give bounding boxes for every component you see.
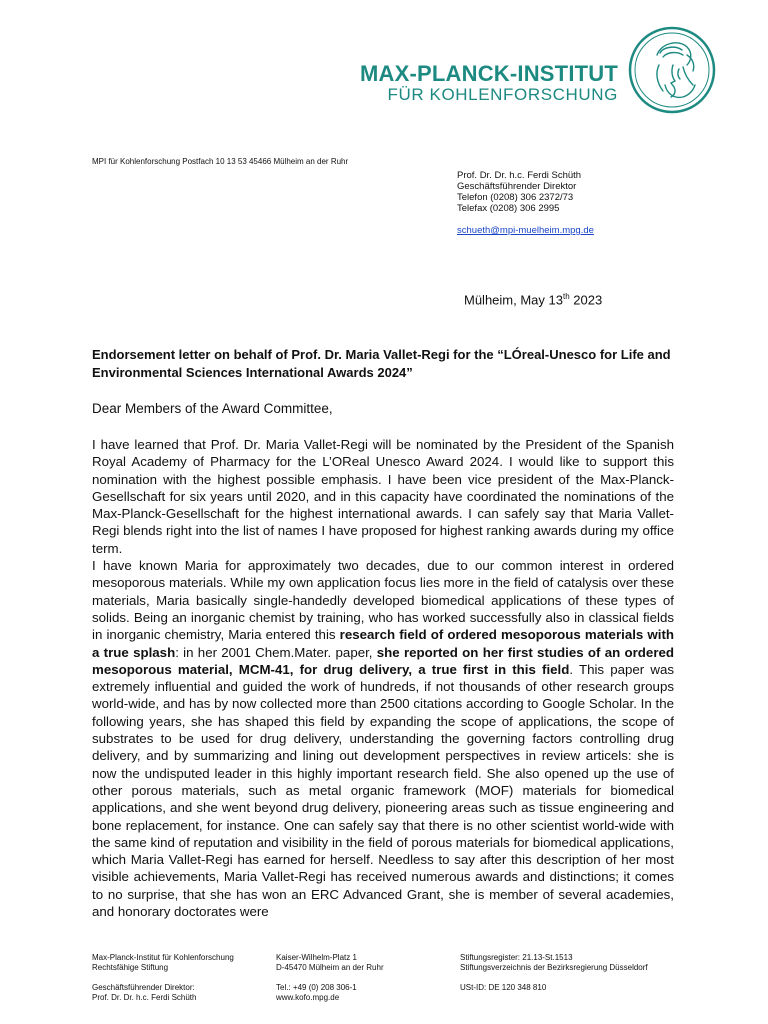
salutation: Dear Members of the Award Committee, (92, 401, 333, 416)
contact-email-link[interactable]: schueth@mpi-muelheim.mpg.de (457, 225, 594, 236)
footer-line: Stiftungsverzeichnis der Bezirksregierung Düsseldorf (460, 963, 648, 972)
institute-logo-text (356, 62, 618, 104)
footer-line: Prof. Dr. Dr. h.c. Ferdi Schüth (92, 993, 197, 1002)
sender-address-line: MPI für Kohlenforschung Postfach 10 13 53 45466 Mülheim an der Ruhr (92, 157, 349, 166)
footer-column-institute (92, 953, 234, 1003)
institute-subtitle: FÜR KOHLENFORSCHUNG (387, 85, 618, 104)
contact-fax: Telefax (0208) 306 2995 (457, 203, 560, 214)
footer-line: Rechtsfähige Stiftung (92, 963, 169, 972)
footer-line: D-45470 Mülheim an der Ruhr (276, 963, 384, 972)
body-emphasis: research field of ordered mesoporous materials with a true splash (92, 627, 675, 660)
footer-column-registry (460, 953, 648, 993)
letter-subject: Endorsement letter on behalf of Prof. Dr. Maria Vallet-Regi for the “LÓreal-Unesco for Life and Environmental Sciences International Awards 2024” (92, 347, 671, 380)
footer-line: USt-ID: DE 120 348 810 (460, 983, 547, 992)
date-ordinal-suffix: th (562, 292, 570, 301)
body-text: : in her 2001 Chem.Mater. paper, (175, 644, 377, 660)
contact-phone: Telefon (0208) 306 2372/73 (457, 192, 574, 203)
body-text: I have known Maria for approximately two decades, due to our common interest in ordered mesoporous materials. While my own application focus lies more in the field of catalysis over these materials, Maria basically single-handedly developed biomedical applications of these types of solids. Being an inorganic chemist by training, who has worked successfully also in classical fields in inorganic chemistry, Maria entered this (92, 558, 674, 643)
footer-line: Max-Planck-Institut für Kohlenforschung (92, 953, 234, 962)
contact-role: Geschäftsführender Direktor (457, 181, 577, 192)
body-emphasis: she reported on her first studies of an ordered mesoporous material, MCM-41, for drug delivery, a true first in this field (92, 644, 675, 677)
contact-block (457, 170, 594, 236)
contact-name: Prof. Dr. Dr. h.c. Ferdi Schüth (457, 170, 582, 181)
footer-line: Geschäftsführender Direktor: (92, 983, 195, 992)
footer-line: Stiftungsregister: 21.13-St.1513 (460, 953, 573, 962)
date-prefix: Mülheim, May 13 (464, 292, 563, 308)
minerva-seal-icon (627, 25, 717, 115)
date-year: 2023 (569, 292, 603, 308)
body-paragraph-1: I have learned that Prof. Dr. Maria Vallet-Regi will be nominated by the President of the Spanish Royal Academy of Pharmacy for the L’OReal Unesco Award 2024. I would like to support this nomination with the highest possible emphasis. I have been vice president of the Max-Planck-Gesellschaft for six years until 2020, and in this capacity have coordinated the nominations of the Max-Planck-Gesellschaft for the highest international awards. I can safely say that Maria Vallet-Regi blends right into the list of names I have proposed for highest ranking awards during my office term. (92, 437, 674, 556)
footer-column-address (276, 953, 384, 1003)
letter-body (92, 436, 674, 920)
body-text: . This paper was extremely influential and guided the work of hundreds, if not thousands of other research groups world-wide, and has by now collected more than 2500 citations according to Google Scholar. In the following years, she has shaped this field by expanding the scope of applications, the scope of substrates to be used for drug delivery, understanding the governing factors controlling drug delivery, and by summarizing and lining out development perspectives in review articels: she is now the undisputed leader in this highly important research field. She also opened up the use of other porous materials, such as metal organic framework (MOF) materials for biomedical applications, and she went beyond drug delivery, pioneering areas such as tissue engineering and bone replacement, for instance. One can safely say that there is no other scientist world-wide with the same kind of reputation and visibility in the field of porous materials for biomedical applications, which Maria Vallet-Regi has earned for herself. Needless to say after this description of her most visible achievements, Maria Vallet-Regi has received numerous awards and distinctions; it comes to no surprise, that she has won an ERC Advanced Grant, she is member of several academies, and honorary doctorates were (92, 661, 675, 920)
institute-title: MAX-PLANCK-INSTITUT (360, 61, 618, 86)
footer-line: Tel.: +49 (0) 208 306-1 (276, 983, 357, 992)
letter-date (464, 292, 602, 307)
letter-footer (92, 953, 692, 1013)
body-paragraph-2 (92, 557, 674, 920)
footer-line: www.kofo.mpg.de (276, 993, 340, 1002)
footer-line: Kaiser-Wilhelm-Platz 1 (276, 953, 357, 962)
